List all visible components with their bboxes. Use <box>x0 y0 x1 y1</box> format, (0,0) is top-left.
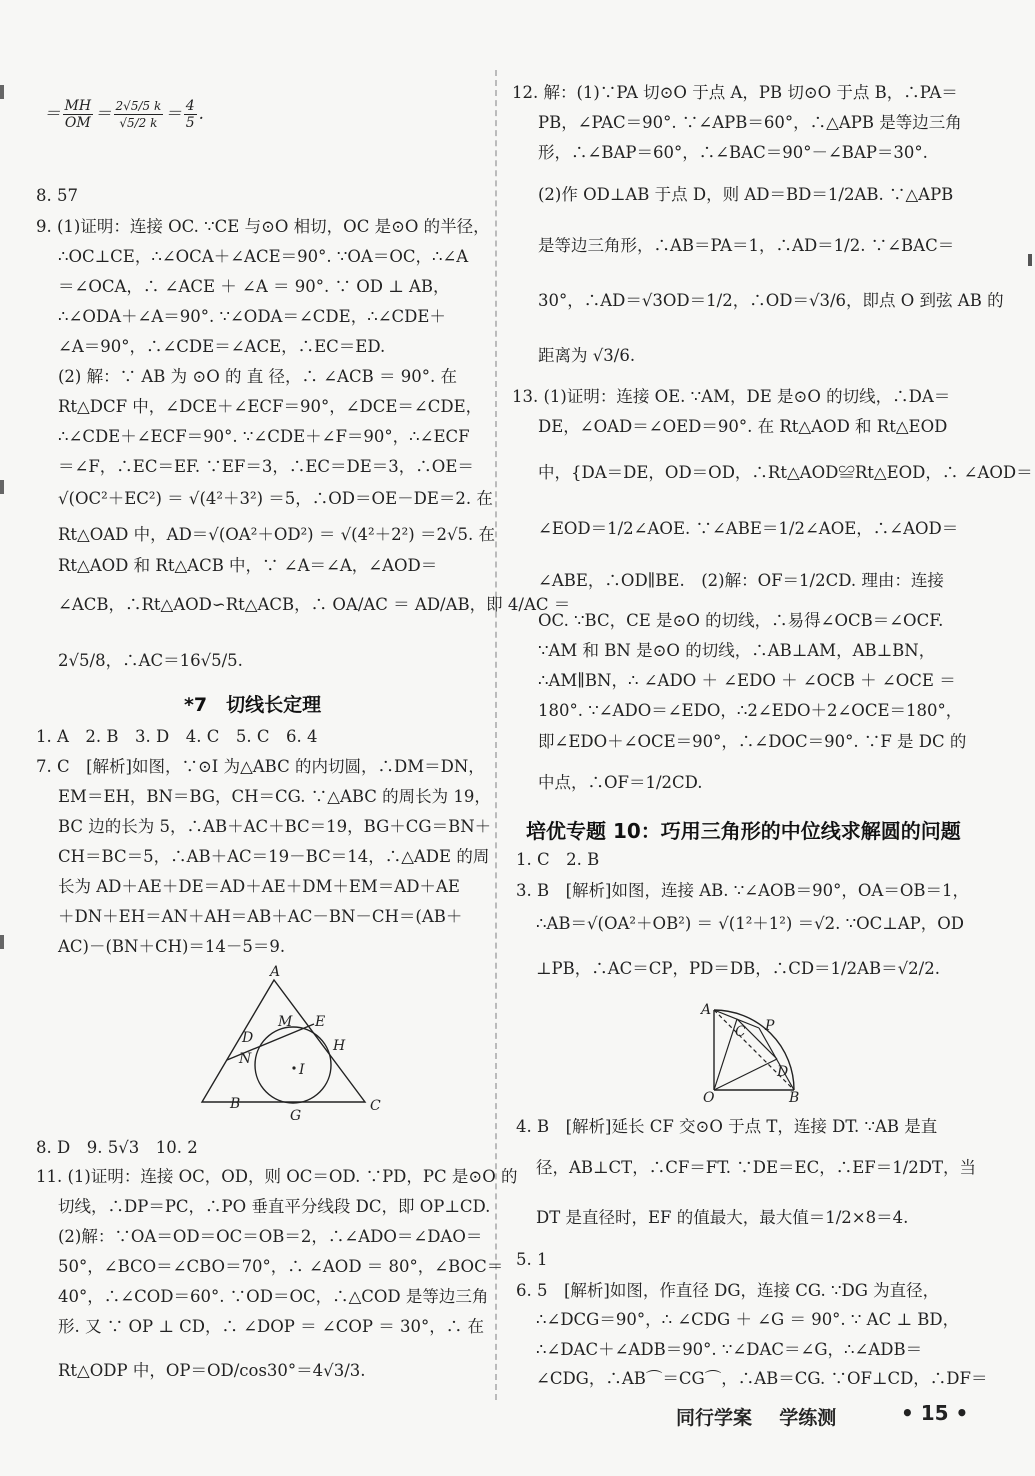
label-H: H <box>333 1038 346 1054</box>
incenter-point <box>292 1066 295 1069</box>
answer-line: EM＝EH，BN＝BG，CH＝CG. ∵△ABC 的周长为 19， <box>58 787 491 806</box>
fraction-equation: ＝ $\frac{MH}{OM}$ ＝ $\frac{2√5/5 k}{√5/2 k}$ ＝ $\frac{4}{5}$ . <box>44 98 204 131</box>
answer-line: ∴∠ODA＋∠A＝90°. ∵∠ODA＝∠CDE，∴∠CDE＋ <box>58 307 446 326</box>
answer-line: 形，∴∠BAP＝60°，∴∠BAC＝90°－∠BAP＝30°. <box>538 143 928 162</box>
answer-line: 30°，∴AD＝√3OD＝1/2，∴OD＝√3/6，即点 O 到弦 AB 的 <box>538 291 1004 310</box>
scan-edge-mark <box>0 935 4 949</box>
scan-edge-mark <box>0 85 4 99</box>
answer-line: Rt△AOD 和 Rt△ACB 中，∵ ∠A＝∠A，∠AOD＝ <box>58 556 438 575</box>
answer-line: 长为 AD＋AE＋DE＝AD＋AE＋DM＋EM＝AD＋AE <box>58 877 460 896</box>
label-C: C <box>370 1098 381 1114</box>
answer-line: ∠ABE，∴OD∥BE. (2)解：OF＝1/2CD. 理由：连接 <box>538 571 944 590</box>
section-title-10: 培优专题 10：巧用三角形的中位线求解圆的问题 <box>526 819 961 843</box>
incircle-triangle-figure <box>184 960 394 1125</box>
label-E: E <box>315 1014 326 1030</box>
answer-line: 1. C 2. B <box>516 850 600 869</box>
answer-line: Rt△DCF 中，∠DCE＋∠ECF＝90°，∠DCE＝∠CDE， <box>58 397 483 416</box>
answer-line: 中，{DA＝DE，OD＝OD，∴Rt△AOD≌Rt△EOD，∴ ∠AOD＝ <box>538 463 1033 482</box>
label-D: D <box>242 1030 254 1046</box>
scan-edge-mark <box>1028 254 1032 266</box>
label-A: A <box>701 1002 712 1018</box>
answer-line: ∴∠DAC＋∠ADB＝90°. ∵∠DAC＝∠G，∴∠ADB＝ <box>536 1340 923 1359</box>
label-O: O <box>703 1090 715 1106</box>
answer-line: √(OC²＋EC²) ＝ √(4²＋3²) ＝5，∴OD＝OE－DE＝2. 在 <box>58 489 493 508</box>
answer-line: ∠ACB，∴Rt△AOD∽Rt△ACB，∴ OA/AC ＝ AD/AB，即 4/AC ＝ <box>58 595 571 614</box>
answer-line: 11. (1)证明：连接 OC，OD，则 OC＝OD. ∵PD，PC 是⊙O 的 <box>36 1167 518 1186</box>
page-number: • 15 • <box>901 1401 969 1425</box>
answer-line: 180°. ∵∠ADO＝∠EDO，∴2∠EDO＋2∠OCE＝180°， <box>538 701 963 720</box>
column-divider <box>495 70 497 1400</box>
scan-edge-mark <box>0 480 4 494</box>
label-I: I <box>299 1062 305 1078</box>
incircle <box>255 1027 331 1103</box>
footer-brand <box>676 1403 836 1430</box>
answer-line: 是等边三角形，∴AB＝PA＝1，∴AD＝1/2. ∵∠BAC＝ <box>538 236 955 255</box>
answer-line: 4. B [解析]延长 CF 交⊙O 于点 T，连接 DT. ∵AB 是直 <box>516 1117 938 1136</box>
answer-line: AC)－(BN＋CH)＝14－5＝9. <box>58 937 286 956</box>
answer-line: 2√5/8，∴AC＝16√5/5. <box>58 651 243 670</box>
answer-line: 1. A 2. B 3. D 4. C 5. C 6. 4 <box>36 727 318 746</box>
answer-line: ∴AB＝√(OA²＋OB²) ＝ √(1²＋1²) ＝√2. ∵OC⊥AP，OD <box>536 914 965 933</box>
label-P: P <box>765 1018 775 1034</box>
answer-line: (2)解：∵OA＝OD＝OC＝OB＝2，∴∠ADO＝∠DAO＝ <box>58 1227 483 1246</box>
answer-line: 9. (1)证明：连接 OC. ∵CE 与⊙O 相切，OC 是⊙O 的半径， <box>36 217 490 236</box>
answer-line: 8. D 9. 5√3 10. 2 <box>36 1138 198 1157</box>
answer-line: ＋DN＋EH＝AN＋AH＝AB＋AC－BN－CH＝(AB＋ <box>58 907 463 926</box>
label-B: B <box>230 1096 241 1112</box>
answer-line: ∠EOD＝1/2∠AOE. ∵∠ABE＝1/2∠AOE，∴∠AOD＝ <box>538 519 959 538</box>
answer-line: 径，AB⊥CT，∴CF＝FT. ∵DE＝EC，∴EF＝1/2DT，当 <box>536 1158 977 1177</box>
brand-name: 同行学案 <box>676 1407 753 1429</box>
answer-line: ⊥PB，∴AC＝CP，PD＝DB，∴CD＝1/2AB＝√2/2. <box>536 959 940 978</box>
label-A: A <box>270 964 281 980</box>
answer-line: (2)作 OD⊥AB 于点 D，则 AD＝BD＝1/2AB. ∵△APB <box>538 185 954 204</box>
label-G: G <box>290 1108 302 1124</box>
answer-line: PB，∠PAC＝90°. ∵∠APB＝60°，∴△APB 是等边三角 <box>538 113 962 132</box>
answer-line: 13. (1)证明：连接 OE. ∵AM，DE 是⊙O 的切线，∴DA＝ <box>512 387 951 406</box>
label-C: C <box>735 1024 746 1040</box>
quarter-circle-figure <box>697 998 807 1106</box>
answer-line: ＝∠OCA，∴ ∠ACE ＋ ∠A ＝ 90°. ∵ OD ⊥ AB， <box>58 277 450 296</box>
answer-line: DE，∠OAD＝∠OED＝90°. 在 Rt△AOD 和 Rt△EOD <box>538 417 948 436</box>
label-B: B <box>789 1090 800 1106</box>
answer-line: 3. B [解析]如图，连接 AB. ∵∠AOB＝90°，OA＝OB＝1， <box>516 881 969 900</box>
answer-line: Rt△ODP 中，OP＝OD/cos30°＝4√3/3. <box>58 1361 366 1380</box>
answer-line: OC. ∵BC，CE 是⊙O 的切线，∴易得∠OCB＝∠OCF. <box>538 611 944 630</box>
answer-line: 中点，∴OF＝1/2CD. <box>538 773 703 792</box>
label-D: D <box>777 1064 789 1080</box>
answer-line: Rt△OAD 中，AD＝√(OA²＋OD²) ＝ √(4²＋2²) ＝2√5. 在 <box>58 525 495 544</box>
answer-line: BC 边的长为 5，∴AB＋AC＋BC＝19，BG＋CG＝BN＋ <box>58 817 492 836</box>
answer-line: 7. C [解析]如图，∵⊙I 为△ABC 的内切圆，∴DM＝DN， <box>36 757 485 776</box>
answer-line: ∠A＝90°，∴∠CDE＝∠ACE，∴EC＝ED. <box>58 337 386 356</box>
answer-line: 6. 5 [解析]如图，作直径 DG，连接 CG. ∵DG 为直径， <box>516 1281 940 1300</box>
answer-line: 40°，∴∠COD＝60°. ∵OD＝OC，∴△COD 是等边三角 <box>58 1287 489 1306</box>
answer-line: ∠CDG，∴AB⌒＝CG⌒，∴AB＝CG. ∵OF⊥CD，∴DF＝ <box>536 1369 988 1388</box>
segment-oc <box>714 1019 737 1090</box>
answer-line: CH＝BC＝5，∴AB＋AC＝19－BC＝14，∴△ADE 的周 <box>58 847 490 866</box>
answer-line: ∴AM∥BN，∴ ∠ADO ＋ ∠EDO ＋ ∠OCB ＋ ∠OCE ＝ <box>538 671 956 690</box>
section-title-7: *7 切线长定理 <box>184 694 322 716</box>
answer-line: 即∠EDO＋∠OCE＝90°，∴∠DOC＝90°. ∵F 是 DC 的 <box>538 732 967 751</box>
answer-line: 5. 1 <box>516 1250 548 1269</box>
segment-od <box>714 1059 777 1090</box>
answer-line: 形. 又 ∵ OP ⊥ CD，∴ ∠DOP ＝ ∠COP ＝ 30°，∴ 在 <box>58 1317 484 1336</box>
answer-line: 切线，∴DP＝PC，∴PO 垂直平分线段 DC，即 OP⊥CD. <box>58 1197 491 1216</box>
answer-line: ∵AM 和 BN 是⊙O 的切线，∴AB⊥AM，AB⊥BN， <box>538 641 936 660</box>
label-N: N <box>239 1051 252 1067</box>
answer-line: 距离为 √3/6. <box>538 346 636 365</box>
answer-line: 50°，∠BCO＝∠CBO＝70°，∴ ∠AOD ＝ 80°，∠BOC＝ <box>58 1257 504 1276</box>
series-name: 学练测 <box>779 1407 837 1429</box>
answer-line: (2) 解：∵ AB 为 ⊙O 的 直 径，∴ ∠ACB ＝ 90°. 在 <box>58 367 457 386</box>
answer-line: ∴∠CDE＋∠ECF＝90°. ∵∠CDE＋∠F＝90°，∴∠ECF <box>58 427 470 446</box>
answer-line: 12. 解：(1)∵PA 切⊙O 于点 A，PB 切⊙O 于点 B，∴PA＝ <box>512 83 958 102</box>
label-M: M <box>278 1014 293 1030</box>
answer-line: DT 是直径时，EF 的值最大，最大值＝1/2×8＝4. <box>536 1208 909 1227</box>
answer-line: ∴OC⊥CE，∴∠OCA＋∠ACE＝90°. ∵OA＝OC，∴∠A <box>58 247 469 266</box>
answer-line: ＝∠F，∴EC＝EF. ∵EF＝3，∴EC＝DE＝3，∴OE＝ <box>58 457 474 476</box>
answer-line: ∴∠DCG＝90°，∴ ∠CDG ＋ ∠G ＝ 90°. ∵ AC ⊥ BD， <box>536 1310 960 1329</box>
answer-line: 8. 57 <box>36 186 78 205</box>
